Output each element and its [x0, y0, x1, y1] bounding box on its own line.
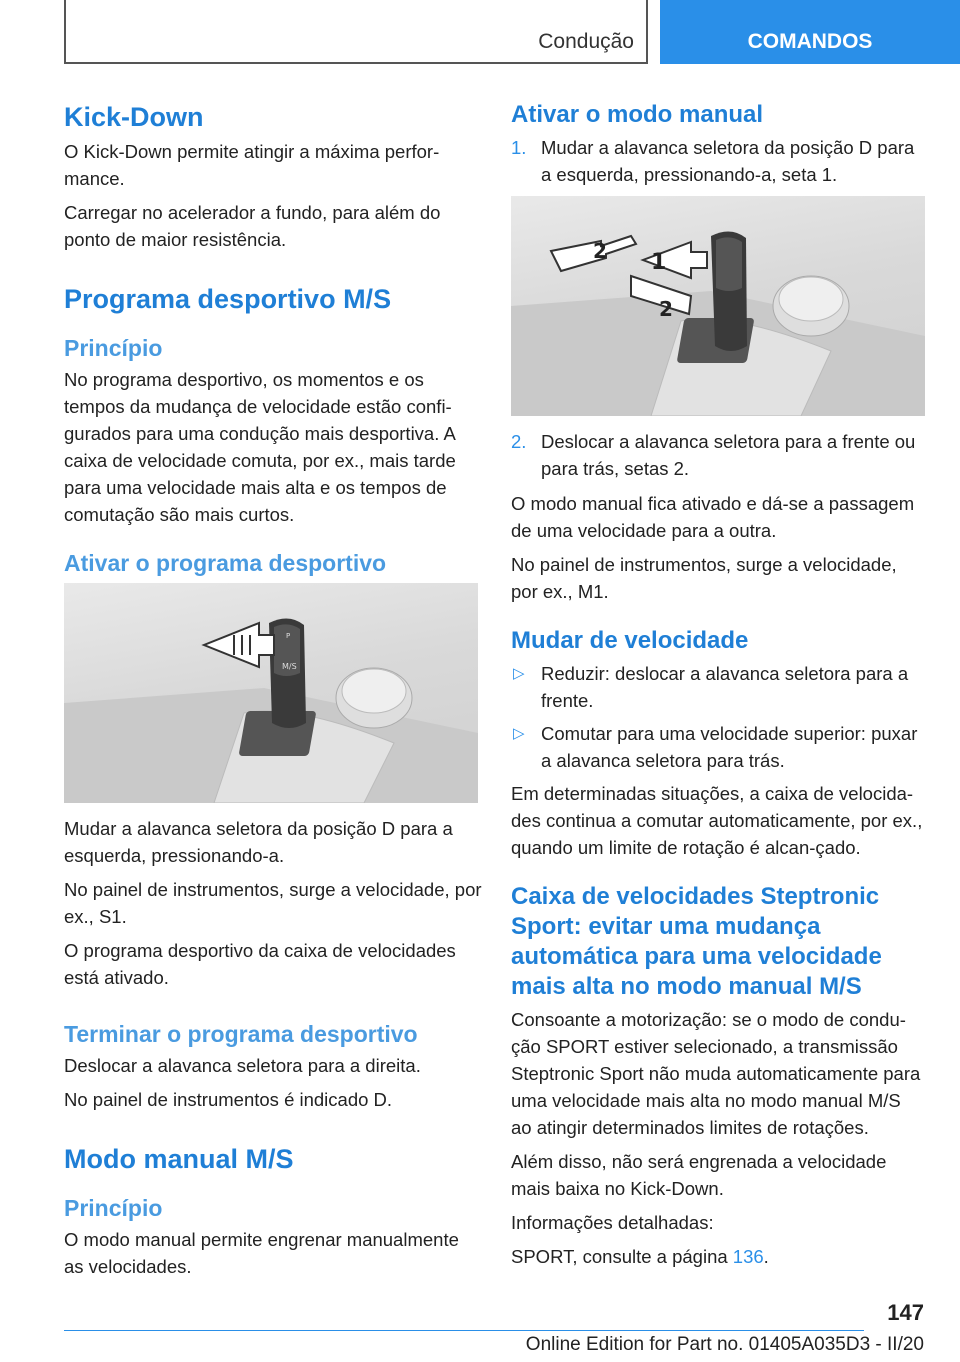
bullet-downshift-text: Reduzir: deslocar a alavanca seletora para a frente. — [541, 663, 909, 711]
lever-ms-label: M/S — [282, 662, 297, 671]
change-gear-paragraph: Em determinadas situações, a caixa de velocida-des continua a comutar automaticamente, por ex., quando um limite de rotação é alcan-çado. — [511, 783, 923, 858]
step-2 — [511, 428, 925, 482]
steptronic-paragraph-3: Informações detalhadas: — [511, 1212, 714, 1233]
right-column — [511, 100, 925, 1277]
sport-reference-end: . — [763, 1246, 769, 1267]
bullet-downshift — [511, 660, 925, 714]
steps-list-b — [511, 428, 925, 482]
footer-rule — [64, 1330, 864, 1331]
activate-manual-heading: Ativar o modo manual — [511, 101, 764, 128]
kickdown-paragraph-2: Carregar no acelerador a fundo, para além do ponto de maior resistência. — [64, 202, 441, 250]
step-2-text: Deslocar a alavanca seletora para a frente ou para trás, setas 2. — [541, 431, 916, 479]
ms-principle-heading: Princípio — [64, 335, 163, 361]
activate-sport-paragraph-2: No painel de instrumentos, surge a velocidade, por ex., S1. — [64, 879, 482, 927]
manual-principle-heading: Princípio — [64, 1195, 163, 1221]
bullet-upshift — [511, 720, 925, 774]
triangle-right-icon: ▷ — [513, 665, 525, 682]
step-1-text: Mudar a alavanca seletora da posição D para a esquerda, pressionando-a, seta 1. — [541, 137, 915, 185]
ms-principle-paragraph: No programa desportivo, os momentos e os tempos da mudança de velocidade estão confi-gurados para uma condução mais desportiva. A caixa de velocidade comuta, por ex., mais tarde para uma velocidade mais alta e os tempos de comutação são mais curtos. — [64, 369, 456, 525]
footer-edition: Online Edition for Part no. 01405A035D3 - II/20 — [525, 1334, 924, 1355]
bullet-upshift-text: Comutar para uma velocidade superior: puxar a alavanca seletora para trás. — [541, 723, 918, 771]
change-gear-heading: Mudar de velocidade — [511, 627, 749, 654]
gear-selector-figure-sport — [64, 583, 478, 803]
kickdown-heading: Kick-Down — [64, 102, 204, 132]
page-number: 147 — [887, 1300, 924, 1325]
steptronic-paragraph-2: Além disso, não será engrenada a velocidade mais baixa no Kick-Down. — [511, 1151, 887, 1199]
header-section: Condução — [538, 30, 634, 53]
manual-principle-paragraph: O modo manual permite engrenar manualmente as velocidades. — [64, 1229, 459, 1277]
ms-heading: Programa desportivo M/S — [64, 284, 392, 314]
steptronic-paragraph-1: Consoante a motorização: se o modo de condu-ção SPORT estiver selecionado, a transmissão Steptronic Sport não muda automaticamente para uma velocidade mais alta no modo manual M/S ao atingir determinados limites de rotações. — [511, 1009, 921, 1138]
step-1 — [511, 134, 925, 188]
sport-reference — [511, 1243, 925, 1270]
change-gear-list — [511, 660, 925, 774]
end-sport-paragraph-2: No painel de instrumentos é indicado D. — [64, 1089, 393, 1110]
activate-sport-paragraph-3: O programa desportivo da caixa de velocidades está ativado. — [64, 940, 456, 988]
sport-reference-text: SPORT, consulte a página — [511, 1246, 733, 1267]
steptronic-heading: Caixa de velocidades Steptronic Sport: evitar uma mudança automática para uma velocidade mais alta no modo manual M/S — [511, 883, 882, 1000]
sport-reference-page-link[interactable]: 136 — [732, 1246, 764, 1267]
steps-list-a — [511, 134, 925, 188]
step-2-number: 2. — [511, 431, 527, 452]
activate-sport-paragraph-1: Mudar a alavanca seletora da posição D para a esquerda, pressionando-a. — [64, 818, 453, 866]
manual-paragraph-1: O modo manual fica ativado e dá-se a passagem de uma velocidade para a outra. — [511, 493, 915, 541]
manual-heading: Modo manual M/S — [64, 1144, 294, 1174]
kickdown-paragraph-1: O Kick-Down permite atingir a máxima perfor-mance. — [64, 141, 440, 189]
header-chapter-tab: COMANDOS — [660, 0, 960, 64]
activate-sport-heading: Ativar o programa desportivo — [64, 550, 387, 576]
end-sport-paragraph-1: Deslocar a alavanca seletora para a direita. — [64, 1055, 421, 1076]
triangle-right-icon: ▷ — [513, 725, 525, 742]
arrow-2-label-bottom: 2 — [659, 297, 673, 321]
gear-selector-figure-manual — [511, 196, 925, 416]
manual-paragraph-2: No painel de instrumentos, surge a velocidade, por ex., M1. — [511, 554, 897, 602]
arrow-1-label: 1 — [651, 250, 667, 275]
header-frame — [64, 0, 648, 64]
arrow-2-label-top: 2 — [593, 239, 607, 263]
end-sport-heading: Terminar o programa desportivo — [64, 1021, 418, 1047]
step-1-number: 1. — [511, 137, 527, 158]
lever-p-label: P — [286, 632, 291, 640]
left-column — [64, 100, 482, 1287]
